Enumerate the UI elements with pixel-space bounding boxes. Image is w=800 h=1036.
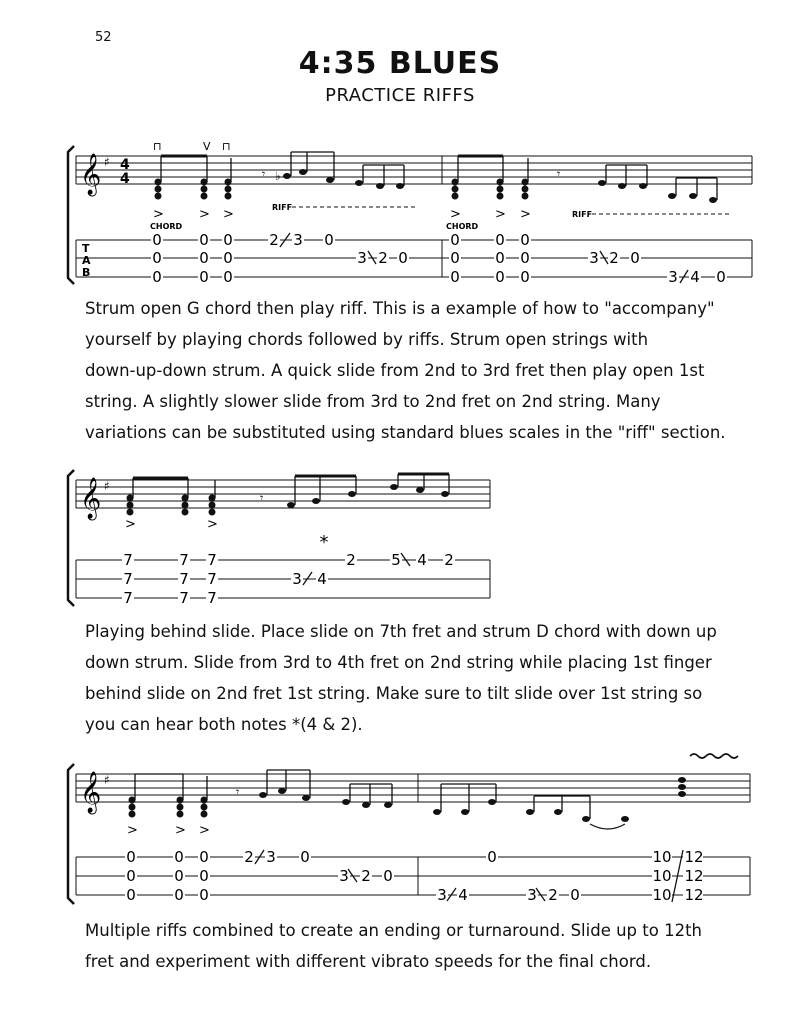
- riff-label: RIFF: [572, 210, 593, 219]
- svg-text:0: 0: [495, 268, 505, 286]
- svg-text:3: 3: [668, 268, 678, 286]
- system-bracket: [68, 146, 74, 284]
- chord-notes: [127, 484, 450, 516]
- eighth-rest-icon: 𝄾: [262, 167, 266, 181]
- time-signature-bottom: 4: [120, 171, 130, 187]
- chord-label: CHORD: [150, 222, 183, 231]
- svg-text:>: >: [199, 823, 210, 838]
- svg-text:3: 3: [293, 231, 303, 249]
- svg-text:>: >: [495, 207, 506, 222]
- svg-text:2: 2: [346, 551, 356, 569]
- paragraph-1: Strum open G chord then play riff. This is a example of how to "accompany" yourself by playing chords followed by riffs. Strum open strings with down-up-down strum. A quick slide from 2nd to 3rd fret then play open 1st string. A slightly slower slide from 3rd to 2nd fret on 2nd string. Many variations can be substituted using standard blues scales in the "riff" section.: [85, 299, 726, 442]
- slide-marker: *: [319, 532, 329, 553]
- note-stems: [161, 156, 528, 182]
- time-signature-top: 4: [120, 157, 130, 173]
- tab-system-2: [0, 460, 800, 610]
- chord-notes: [155, 179, 529, 200]
- svg-text:7: 7: [179, 589, 189, 607]
- svg-text:12: 12: [684, 867, 704, 885]
- svg-text:>: >: [207, 517, 218, 532]
- svg-text:0: 0: [450, 231, 460, 249]
- treble-clef-icon: 𝄞: [80, 772, 102, 813]
- svg-text:3: 3: [437, 886, 447, 904]
- svg-text:0: 0: [199, 867, 209, 885]
- system-bracket: [68, 470, 74, 606]
- svg-text:3: 3: [357, 249, 367, 267]
- svg-text:10: 10: [652, 886, 672, 904]
- svg-text:7: 7: [179, 570, 189, 588]
- svg-text:0: 0: [126, 886, 136, 904]
- tab-staff: [76, 240, 752, 277]
- svg-text:4: 4: [458, 886, 468, 904]
- eighth-rest-icon: 𝄾: [260, 491, 264, 505]
- svg-text:7: 7: [179, 551, 189, 569]
- svg-text:0: 0: [300, 848, 310, 866]
- svg-text:0: 0: [487, 848, 497, 866]
- paragraph-2: Playing behind slide. Place slide on 7th fret and strum D chord with down up down strum. Slide from 3rd to 4th fret on 2nd string while placing 1st finger behind slide on 2nd fret 1st string. Make sure to tilt slide over 1st string so you can hear both notes *(4 & 2).: [85, 622, 717, 734]
- upstroke-icon: V: [203, 140, 211, 153]
- riff-stems: [291, 152, 717, 200]
- svg-text:2: 2: [378, 249, 388, 267]
- svg-text:0: 0: [495, 231, 505, 249]
- treble-clef-icon: 𝄞: [80, 154, 102, 195]
- svg-text:5: 5: [391, 551, 401, 569]
- treble-clef-icon: 𝄞: [80, 478, 102, 519]
- svg-text:0: 0: [126, 867, 136, 885]
- svg-text:4: 4: [417, 551, 427, 569]
- music-staff: [76, 480, 490, 508]
- svg-text:7: 7: [207, 551, 217, 569]
- system-bracket: [68, 764, 74, 904]
- svg-text:0: 0: [152, 231, 162, 249]
- svg-text:>: >: [127, 823, 138, 838]
- svg-text:2: 2: [244, 848, 254, 866]
- page-subtitle: PRACTICE RIFFS: [325, 85, 475, 106]
- svg-text:0: 0: [174, 848, 184, 866]
- svg-text:7: 7: [123, 589, 133, 607]
- svg-text:0: 0: [520, 249, 530, 267]
- tab-system-3: [0, 740, 800, 910]
- music-staff: [76, 156, 752, 184]
- svg-text:0: 0: [223, 249, 233, 267]
- svg-text:2: 2: [361, 867, 371, 885]
- downstroke-icon: ⊓: [153, 140, 162, 153]
- svg-text:7: 7: [123, 570, 133, 588]
- svg-text:3: 3: [339, 867, 349, 885]
- svg-text:0: 0: [324, 231, 334, 249]
- tab-clef: [82, 242, 91, 279]
- svg-text:0: 0: [450, 249, 460, 267]
- svg-text:T: T: [82, 242, 90, 255]
- svg-text:0: 0: [495, 249, 505, 267]
- accent-marks: [127, 823, 210, 838]
- svg-text:12: 12: [684, 848, 704, 866]
- svg-text:4: 4: [690, 268, 700, 286]
- svg-text:>: >: [223, 207, 234, 222]
- svg-text:12: 12: [684, 886, 704, 904]
- svg-text:0: 0: [520, 231, 530, 249]
- key-signature-sharp: ♯: [104, 773, 110, 787]
- riff-label: RIFF: [272, 203, 293, 212]
- svg-text:7: 7: [207, 589, 217, 607]
- chord-label: CHORD: [446, 222, 479, 231]
- svg-text:2: 2: [609, 249, 619, 267]
- svg-text:3: 3: [527, 886, 537, 904]
- svg-text:0: 0: [152, 249, 162, 267]
- svg-text:0: 0: [398, 249, 408, 267]
- svg-text:B: B: [82, 266, 91, 279]
- svg-text:2: 2: [269, 231, 279, 249]
- eighth-rest-icon: 𝄾: [236, 785, 240, 799]
- svg-text:3: 3: [292, 570, 302, 588]
- svg-text:>: >: [153, 207, 164, 222]
- svg-text:7: 7: [123, 551, 133, 569]
- tie-icon: [590, 824, 625, 829]
- svg-text:7: 7: [207, 570, 217, 588]
- svg-text:0: 0: [199, 268, 209, 286]
- svg-text:0: 0: [199, 848, 209, 866]
- svg-text:0: 0: [199, 886, 209, 904]
- flat-sign: ♭: [275, 169, 281, 183]
- svg-text:0: 0: [199, 231, 209, 249]
- svg-text:>: >: [199, 207, 210, 222]
- key-signature-sharp: ♯: [104, 479, 110, 493]
- svg-text:3: 3: [266, 848, 276, 866]
- svg-text:0: 0: [630, 249, 640, 267]
- page-number: 52: [95, 30, 112, 45]
- svg-text:0: 0: [152, 268, 162, 286]
- vibrato-icon: [690, 754, 738, 758]
- accent-marks: [153, 207, 531, 222]
- chord-notes: [129, 777, 687, 822]
- svg-text:2: 2: [548, 886, 558, 904]
- key-signature-sharp: ♯: [104, 155, 110, 169]
- svg-text:0: 0: [174, 867, 184, 885]
- paragraph-3: Multiple riffs combined to create an ending or turnaround. Slide up to 12th fret and experiment with different vibrato speeds for the final chord.: [85, 921, 703, 971]
- svg-text:0: 0: [450, 268, 460, 286]
- svg-text:0: 0: [126, 848, 136, 866]
- svg-text:0: 0: [223, 231, 233, 249]
- svg-text:>: >: [175, 823, 186, 838]
- svg-text:3: 3: [589, 249, 599, 267]
- music-staff: [76, 774, 750, 802]
- svg-text:>: >: [450, 207, 461, 222]
- svg-text:0: 0: [716, 268, 726, 286]
- accent-marks: [125, 517, 218, 532]
- svg-text:2: 2: [444, 551, 454, 569]
- downstroke-icon: ⊓: [222, 140, 231, 153]
- svg-text:A: A: [82, 254, 91, 267]
- eighth-rest-icon: 𝄾: [557, 167, 561, 181]
- svg-text:0: 0: [199, 249, 209, 267]
- tab-system-1: [0, 0, 800, 290]
- svg-text:0: 0: [174, 886, 184, 904]
- svg-text:0: 0: [223, 268, 233, 286]
- note-beams: [133, 474, 449, 478]
- page-title: 4:35 BLUES: [298, 46, 502, 81]
- svg-text:0: 0: [570, 886, 580, 904]
- svg-text:10: 10: [652, 848, 672, 866]
- svg-text:0: 0: [520, 268, 530, 286]
- svg-text:0: 0: [383, 867, 393, 885]
- svg-text:>: >: [520, 207, 531, 222]
- svg-text:4: 4: [317, 570, 327, 588]
- svg-text:10: 10: [652, 867, 672, 885]
- svg-text:>: >: [125, 517, 136, 532]
